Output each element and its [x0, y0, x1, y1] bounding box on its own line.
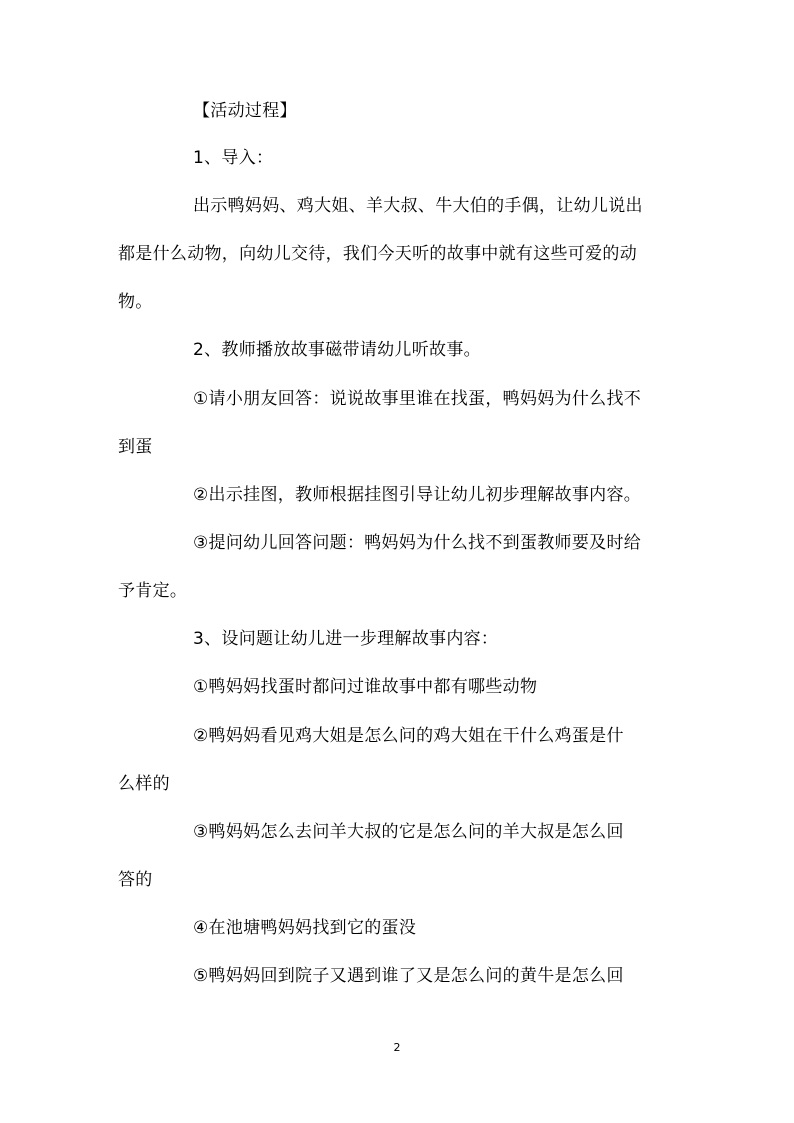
section-heading: 【活动过程】	[193, 101, 297, 121]
paragraph-line: ①鸭妈妈找蛋时都问过谁故事中都有哪些动物	[193, 677, 538, 697]
paragraph-line: 答的	[118, 870, 153, 890]
paragraph-line: ①请小朋友回答：说说故事里谁在找蛋，鸭妈妈为什么找不	[193, 389, 642, 409]
paragraph-line: 予肯定。	[118, 581, 188, 601]
paragraph-line: 都是什么动物，向幼儿交待，我们今天听的故事中就有这些可爱的动	[118, 244, 637, 264]
paragraph-line: 物。	[118, 292, 153, 312]
item-1-heading: 1、导入：	[193, 148, 274, 168]
paragraph-line: ⑤鸭妈妈回到院子又遇到谁了又是怎么问的黄牛是怎么回	[193, 966, 624, 986]
paragraph-line: ②鸭妈妈看见鸡大姐是怎么问的鸡大姐在干什么鸡蛋是什	[193, 726, 624, 746]
page-number: 2	[393, 1041, 401, 1054]
item-3-heading: 3、设问题让幼儿进一步理解故事内容：	[193, 629, 499, 649]
paragraph-line: ②出示挂图，教师根据挂图引导让幼儿初步理解故事内容。	[193, 485, 642, 505]
paragraph-line: 出示鸭妈妈、鸡大姐、羊大叔、牛大伯的手偶，让幼儿说出	[193, 196, 643, 216]
paragraph-line: ③鸭妈妈怎么去问羊大叔的它是怎么问的羊大叔是怎么回	[193, 822, 624, 842]
paragraph-line: 么样的	[118, 774, 170, 794]
item-2-heading: 2、教师播放故事磁带请幼儿听故事。	[193, 340, 481, 360]
paragraph-line: 到蛋	[118, 437, 153, 457]
paragraph-line: ③提问幼儿回答问题：鸭妈妈为什么找不到蛋教师要及时给	[193, 533, 642, 553]
paragraph-line: ④在池塘鸭妈妈找到它的蛋没	[193, 918, 417, 938]
